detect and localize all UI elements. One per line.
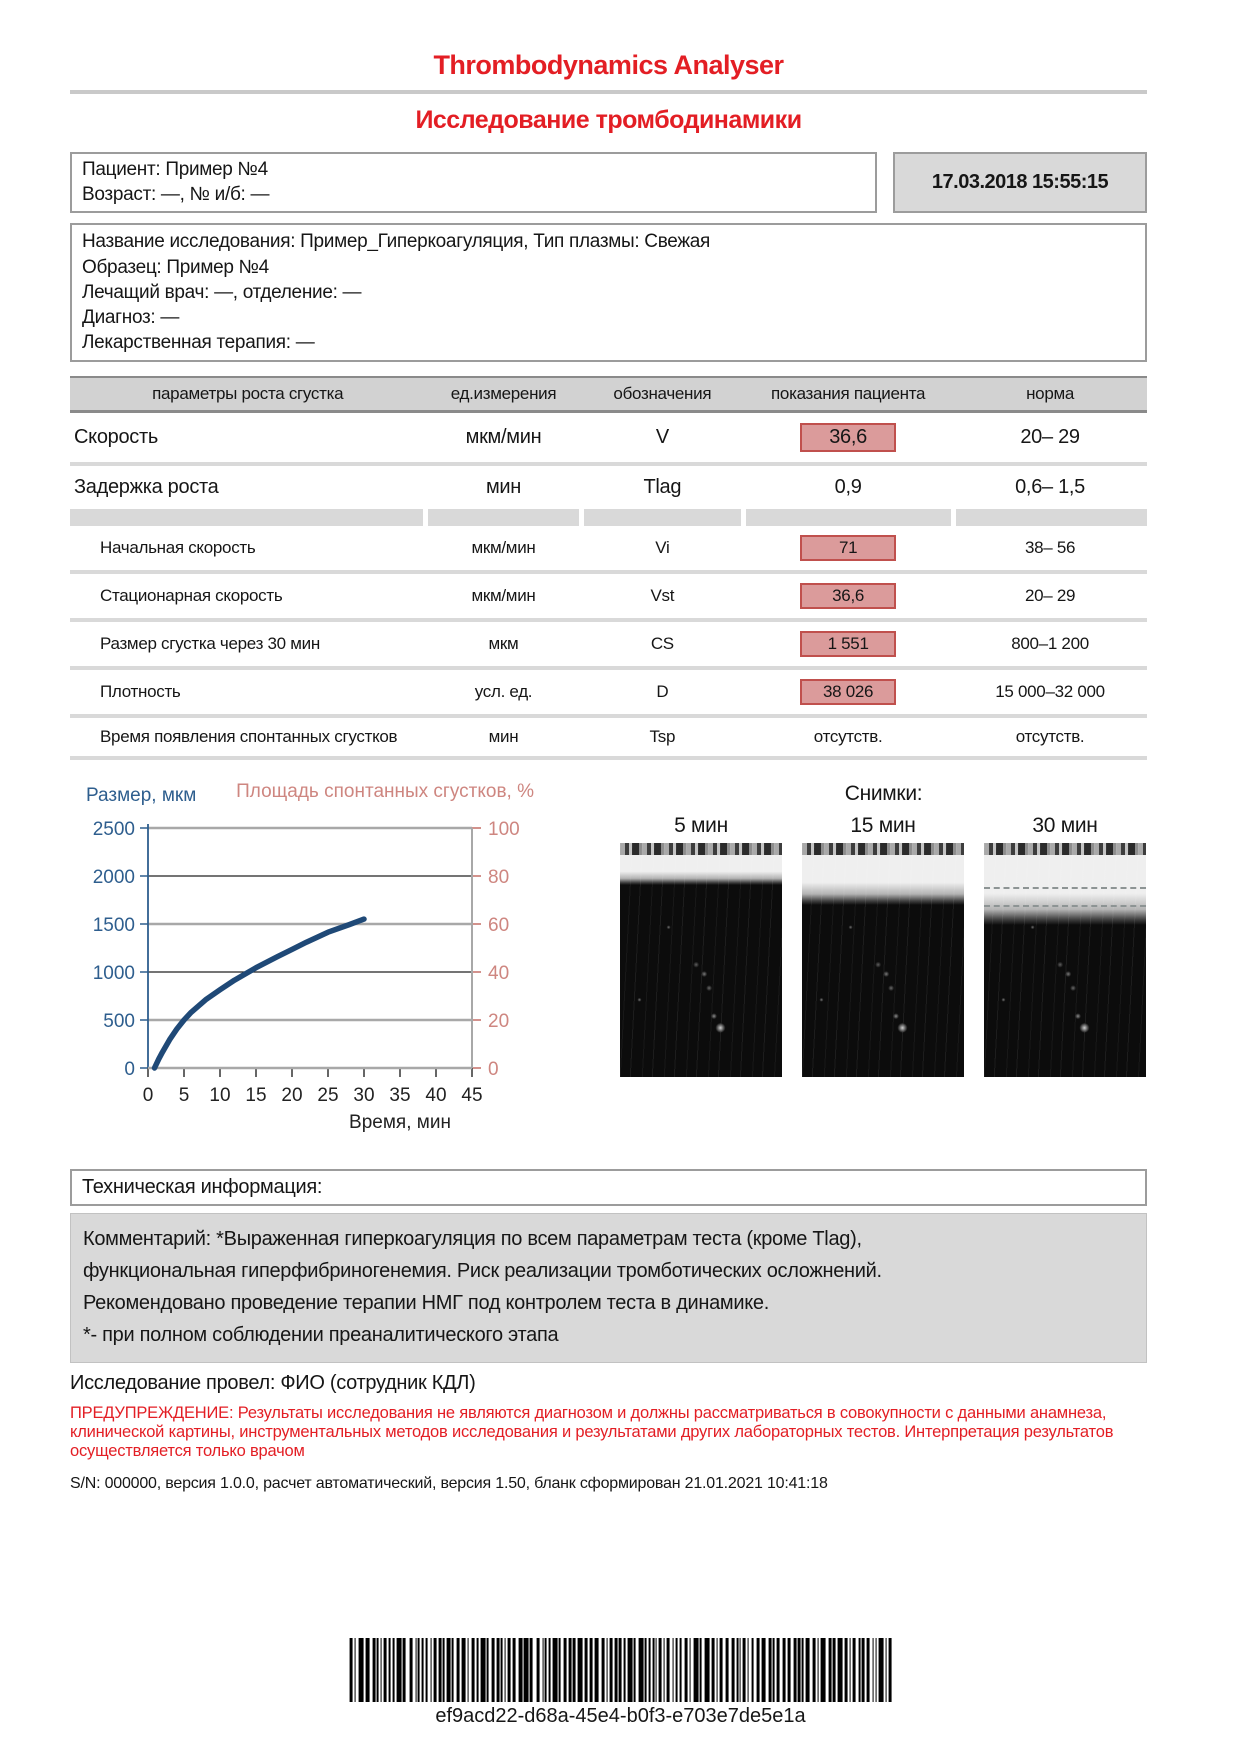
svg-text:0: 0 [488,1059,499,1081]
highlighted-value: 1 551 [800,631,896,657]
param-cell: Плотность [70,668,425,716]
chart-svg [70,808,570,1138]
column-header: обозначения [582,377,744,412]
unit-cell: мкм/мин [425,411,581,464]
patient-value-cell: отсутств. [743,716,953,758]
svg-text:2000: 2000 [92,867,135,889]
svg-text:Время, мин: Время, мин [349,1112,451,1134]
table-row [70,716,1147,758]
table-row [70,572,1147,620]
snapshots-section [590,780,1147,1144]
table-row [70,464,1147,511]
growth-curve [155,919,365,1068]
results-header-row [70,377,1147,412]
svg-text:20: 20 [488,1011,510,1033]
norm-cell: 38– 56 [953,526,1147,572]
param-cell: Время появления спонтанных сгустков [70,716,425,758]
performed-by: Исследование провел: ФИО (сотрудник КДЛ) [70,1372,476,1395]
chart-plot-area [70,808,590,1143]
svg-text:1500: 1500 [92,915,135,937]
svg-text:2500: 2500 [92,819,135,841]
svg-text:20: 20 [281,1085,303,1107]
warning-text: ПРЕДУПРЕЖДЕНИЕ: Результаты исследования не являются диагнозом и должны рассматриваться в совокупности с данными анамнеза, клинической картины, инструментальных методов исследования и результатами других лабораторных тестов. Интерпретация результатов осуществляется только врачом [70,1404,1114,1460]
param-cell: Скорость [70,411,425,464]
barcode-section [349,1638,892,1728]
table-row [70,526,1147,572]
highlighted-value: 36,6 [800,423,896,452]
snapshot-image [984,843,1146,1077]
growth-chart [70,780,590,1144]
study-info-line: Лекарственная терапия: — [82,332,315,354]
patient-value-cell [743,526,953,572]
highlighted-value: 38 026 [800,679,896,705]
svg-text:45: 45 [461,1085,483,1107]
unit-cell: мкм/мин [425,572,581,620]
technical-info-box: Техническая информация: [70,1169,1147,1206]
svg-text:40: 40 [425,1085,447,1107]
patient-value-cell [743,411,953,464]
barcode [349,1638,892,1702]
snapshot-item [984,814,1146,1077]
comment-line: Рекомендовано проведение терапии НМГ под контролем теста в динамике. [83,1292,770,1315]
separator-band [70,511,1147,526]
svg-text:30: 30 [353,1085,375,1107]
svg-text:0: 0 [142,1085,154,1107]
svg-text:5: 5 [178,1085,190,1107]
column-header: параметры роста сгустка [70,377,425,412]
svg-text:10: 10 [209,1085,231,1107]
snapshot-item [802,814,964,1077]
patient-value-cell [743,572,953,620]
page-title: Thrombodynamics Analyser [433,50,784,80]
svg-text:35: 35 [389,1085,411,1107]
symbol-cell: Tsp [582,716,744,758]
norm-cell: 20– 29 [953,411,1147,464]
param-cell: Размер сгустка через 30 мин [70,620,425,668]
svg-text:40: 40 [488,963,510,985]
symbol-cell: V [582,411,744,464]
svg-text:80: 80 [488,867,510,889]
unit-cell: мкм/мин [425,526,581,572]
param-cell: Стационарная скорость [70,572,425,620]
param-cell: Начальная скорость [70,526,425,572]
study-info-line: Образец: Пример №4 [82,256,269,278]
study-info-box [70,223,1147,361]
table-row [70,620,1147,668]
patient-value-cell [743,668,953,716]
symbol-cell: Tlag [582,464,744,511]
results-table-body [70,411,1147,758]
snapshot-image [620,843,782,1077]
svg-text:25: 25 [317,1085,339,1107]
measurement-dashed-line [984,905,1146,907]
symbol-cell: Vi [582,526,744,572]
snapshot-label: 15 мин [850,813,916,837]
report-subtitle: Исследование тромбодинамики [415,106,802,134]
svg-text:1000: 1000 [92,963,135,985]
symbol-cell: Vst [582,572,744,620]
patient-info-row [70,152,1147,213]
comment-line: *- при полном соблюдении преаналитического этапа [83,1324,559,1347]
svg-text:60: 60 [488,915,510,937]
serial-line: S/N: 000000, версия 1.0.0, расчет автоматический, версия 1.50, бланк сформирован 21.01.2021 10:41:18 [70,1475,828,1493]
svg-text:500: 500 [103,1011,135,1033]
symbol-cell: CS [582,620,744,668]
snapshot-label: 5 мин [674,813,728,837]
snapshots-heading: Снимки: [844,781,923,805]
norm-cell: отсутств. [953,716,1147,758]
patient-value-cell: 0,9 [743,464,953,511]
divider [70,90,1147,94]
symbol-cell: D [582,668,744,716]
norm-cell: 800–1 200 [953,620,1147,668]
column-header: ед.измерения [425,377,581,412]
unit-cell: усл. ед. [425,668,581,716]
column-header: норма [953,377,1147,412]
patient-age: Возраст: —, № и/б: — [82,183,270,205]
measurement-dashed-line [984,887,1146,889]
image-texture [802,843,964,1077]
highlighted-value: 71 [800,535,896,561]
snapshot-item [620,814,782,1077]
snapshots-row [620,814,1147,1077]
comment-line: Комментарий: *Выраженная гиперкоагуляция по всем параметрам теста (кроме Tlag), [83,1228,862,1251]
patient-name: Пациент: Пример №4 [82,159,268,180]
svg-text:0: 0 [124,1059,135,1081]
table-row [70,668,1147,716]
svg-text:15: 15 [245,1085,267,1107]
study-info-line: Лечащий врач: —, отделение: — [82,281,362,303]
chart-right-axis-title: Площадь спонтанных сгустков, % [236,780,534,802]
comment-box [70,1213,1147,1363]
image-texture [620,843,782,1077]
norm-cell: 20– 29 [953,572,1147,620]
visualization-row [70,780,1147,1144]
image-texture [984,843,1146,1077]
report-datetime: 17.03.2018 15:55:15 [893,152,1147,213]
table-row [70,411,1147,464]
highlighted-value: 36,6 [800,583,896,609]
svg-text:100: 100 [488,819,520,841]
column-header: показания пациента [743,377,953,412]
snapshot-image [802,843,964,1077]
barcode-text: ef9acd22-d68a-45e4-b0f3-e703e7de5e1a [435,1705,806,1727]
patient-value-cell [743,620,953,668]
results-table [70,376,1147,760]
norm-cell: 0,6– 1,5 [953,464,1147,511]
chart-left-axis-title: Размер, мкм [86,784,197,806]
unit-cell: мин [425,716,581,758]
study-info-line: Название исследования: Пример_Гиперкоагуляция, Тип плазмы: Свежая [82,231,711,253]
study-info-line: Диагноз: — [82,307,180,329]
unit-cell: мкм [425,620,581,668]
snapshot-label: 30 мин [1032,813,1098,837]
comment-line: функциональная гиперфибриногенемия. Риск реализации тромботических осложнений. [83,1260,882,1283]
patient-box [70,152,877,213]
unit-cell: мин [425,464,581,511]
norm-cell: 15 000–32 000 [953,668,1147,716]
param-cell: Задержка роста [70,464,425,511]
